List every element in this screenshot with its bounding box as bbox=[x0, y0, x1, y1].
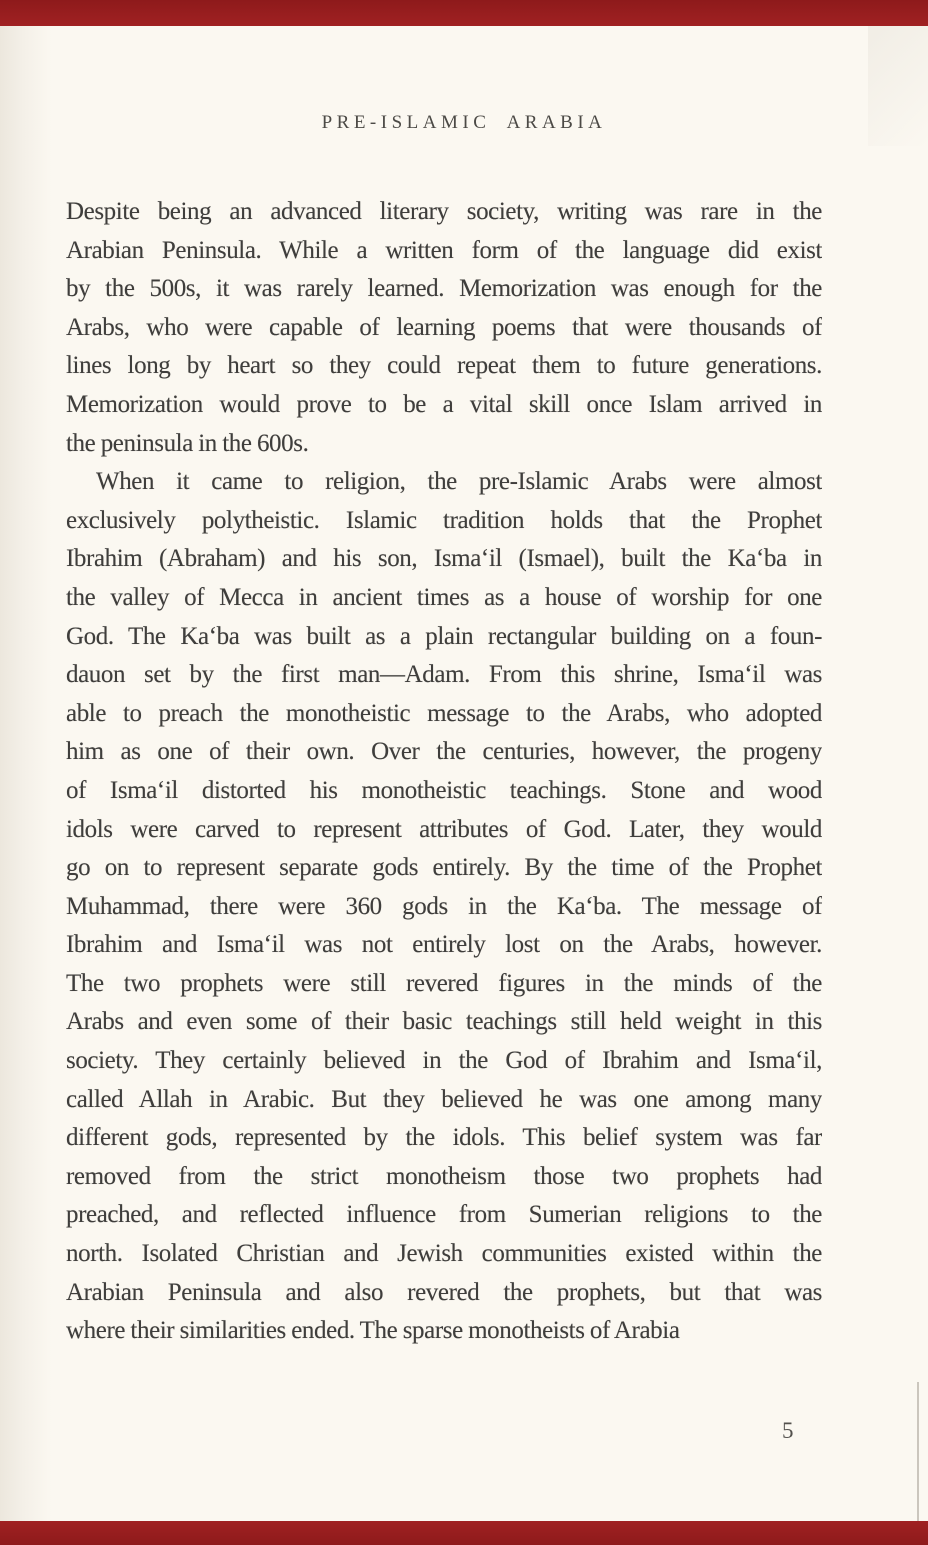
text-line: Memorization would prove to be a vital skill once Islam arrived in bbox=[66, 390, 822, 418]
text-line: idols were carved to represent attributes of God. Later, they would bbox=[66, 815, 822, 843]
text-line: The two prophets were still revered figures in the minds of the bbox=[66, 969, 822, 997]
text-line: dauon set by the first man—Adam. From this shrine, Isma‘il was bbox=[66, 661, 822, 689]
text-line: Despite being an advanced literary society, writing was rare in the bbox=[66, 198, 822, 225]
text-line: different gods, represented by the idols. This belief system was far bbox=[66, 1124, 822, 1152]
text-line: called Allah in Arabic. But they believed he was one among many bbox=[66, 1085, 822, 1113]
text-line: lines long by heart so they could repeat them to future generations. bbox=[66, 352, 822, 380]
book-cover-edge-top bbox=[0, 0, 928, 26]
text-line: preached, and reflected influence from Sumerian religions to the bbox=[66, 1201, 822, 1229]
text-line: the peninsula in the 600s. bbox=[66, 429, 309, 457]
text-line: Arabs, who were capable of learning poems that were thousands of bbox=[66, 313, 822, 341]
text-line: exclusively polytheistic. Islamic tradition holds that the Prophet bbox=[66, 506, 822, 534]
text-line: God. The Ka‘ba was built as a plain rectangular building on a foun- bbox=[66, 622, 822, 650]
text-line: Muhammad, there were 360 gods in the Ka‘ba. The message of bbox=[66, 892, 822, 920]
text-line: able to preach the monotheistic message to the Arabs, who adopted bbox=[66, 699, 822, 727]
text-line: north. Isolated Christian and Jewish communities existed within the bbox=[66, 1240, 822, 1268]
text-line: Arabs and even some of their basic teachings still held weight in this bbox=[66, 1008, 822, 1036]
text-line: of Isma‘il distorted his monotheistic teachings. Stone and wood bbox=[66, 776, 822, 804]
text-line: the valley of Mecca in ancient times as a house of worship for one bbox=[66, 583, 822, 611]
book-cover-edge-bottom bbox=[0, 1521, 928, 1545]
text-line: Arabian Peninsula. While a written form of the language did exist bbox=[66, 236, 822, 264]
text-line: When it came to religion, the pre-Islamic Arabs were almost bbox=[96, 468, 822, 496]
text-line: Ibrahim and Isma‘il was not entirely lost on the Arabs, however. bbox=[66, 931, 822, 959]
text-line: by the 500s, it was rarely learned. Memorization was enough for the bbox=[66, 275, 822, 303]
running-head: PRE-ISLAMIC ARABIA bbox=[321, 112, 607, 133]
page-edge-shadow bbox=[917, 1382, 919, 1521]
text-line: him as one of their own. Over the centuries, however, the progeny bbox=[66, 738, 822, 766]
text-line: where their similarities ended. The sparse monotheists of Arabia bbox=[66, 1317, 680, 1345]
page-gutter-shadow bbox=[0, 26, 52, 1521]
text-line: removed from the strict monotheism those two prophets had bbox=[66, 1162, 822, 1190]
paragraph bbox=[66, 463, 822, 1351]
text-line: Arabian Peninsula and also revered the prophets, but that was bbox=[66, 1278, 822, 1306]
page-number: 5 bbox=[782, 1418, 794, 1443]
text-line: go on to represent separate gods entirely. By the time of the Prophet bbox=[66, 854, 822, 882]
page-text-block bbox=[66, 193, 822, 1351]
text-line: society. They certainly believed in the God of Ibrahim and Isma‘il, bbox=[66, 1047, 822, 1075]
paragraph bbox=[66, 193, 822, 463]
text-line: Ibrahim (Abraham) and his son, Isma‘il (Ismael), built the Ka‘ba in bbox=[66, 545, 822, 573]
